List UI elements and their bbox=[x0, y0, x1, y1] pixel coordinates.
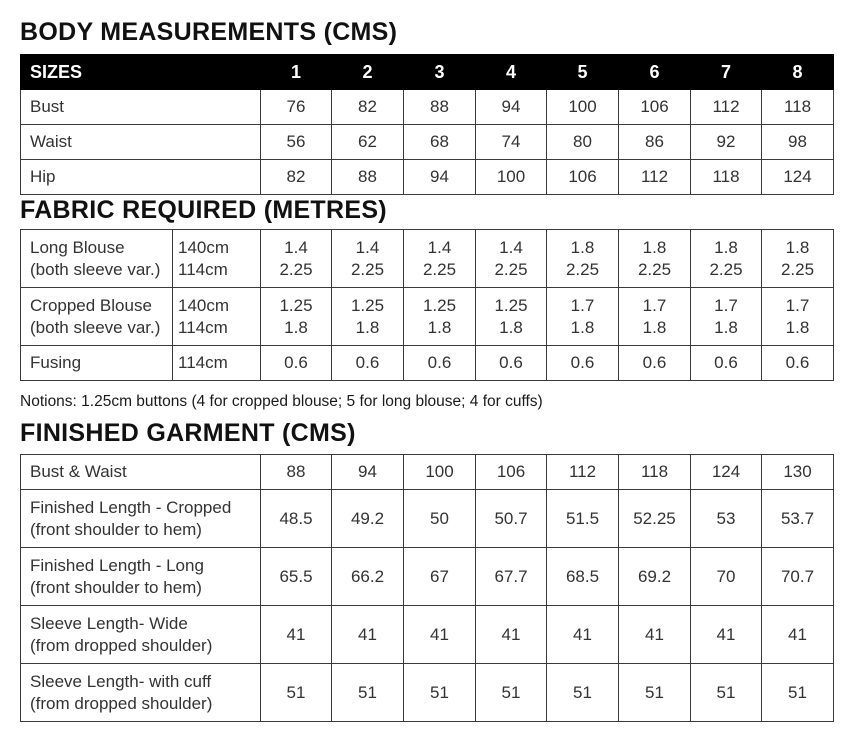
garment-value: 67.7 bbox=[476, 548, 547, 606]
fabric-value bbox=[691, 288, 762, 346]
garment-value: 51.5 bbox=[547, 490, 619, 548]
garment-value: 70 bbox=[691, 548, 762, 606]
garment-value: 41 bbox=[261, 606, 332, 664]
size-header: 4 bbox=[476, 55, 547, 90]
notions-text: Notions: 1.25cm buttons (4 for cropped blouse; 5 for long blouse; 4 for cuffs) bbox=[20, 393, 543, 410]
garment-label bbox=[21, 606, 261, 664]
fabric-width-line: 114cm bbox=[178, 317, 228, 337]
garment-value: 51 bbox=[547, 664, 619, 722]
fabric-value-line: 1.4 bbox=[284, 237, 308, 257]
garment-label bbox=[21, 455, 261, 490]
measurement-value: 124 bbox=[762, 160, 834, 195]
garment-value: 67 bbox=[404, 548, 476, 606]
garment-value: 52.25 bbox=[619, 490, 691, 548]
garment-value: 51 bbox=[619, 664, 691, 722]
measurement-value: 88 bbox=[404, 90, 476, 125]
fabric-width bbox=[173, 288, 261, 346]
fabric-value-line: 1.8 bbox=[785, 237, 810, 257]
fabric-value bbox=[619, 230, 691, 288]
fabric-value-line: 1.4 bbox=[355, 237, 380, 257]
garment-value: 41 bbox=[476, 606, 547, 664]
fabric-value bbox=[476, 230, 547, 288]
measurement-value: 76 bbox=[261, 90, 332, 125]
garment-value: 51 bbox=[332, 664, 404, 722]
fabric-width-line: 114cm bbox=[178, 259, 228, 279]
fabric-value-line: 0.6 bbox=[427, 353, 452, 372]
garment-value: 100 bbox=[404, 455, 476, 490]
garment-value: 51 bbox=[261, 664, 332, 722]
measurement-value: 82 bbox=[332, 90, 404, 125]
measurement-value: 68 bbox=[404, 125, 476, 160]
fabric-value-line: 1.8 bbox=[570, 317, 595, 337]
fabric-label-line: (both sleeve var.) bbox=[30, 317, 161, 337]
fabric-value-line: 1.8 bbox=[714, 317, 738, 337]
fabric-value bbox=[762, 288, 834, 346]
fabric-value-line: 2.25 bbox=[494, 259, 528, 279]
fabric-value bbox=[691, 230, 762, 288]
fabric-value bbox=[332, 346, 404, 381]
sizes-header-row bbox=[21, 55, 834, 90]
body-measurements-table bbox=[20, 54, 834, 195]
garment-label-line: (front shoulder to hem) bbox=[30, 519, 202, 539]
fabric-value bbox=[762, 230, 834, 288]
garment-value: 41 bbox=[619, 606, 691, 664]
garment-value: 51 bbox=[762, 664, 834, 722]
garment-value: 124 bbox=[691, 455, 762, 490]
fabric-value bbox=[261, 230, 332, 288]
fabric-value-line: 1.7 bbox=[785, 295, 810, 315]
size-header: 2 bbox=[332, 55, 404, 90]
fabric-value bbox=[691, 346, 762, 381]
size-header: 6 bbox=[619, 55, 691, 90]
fabric-value-line: 2.25 bbox=[350, 259, 385, 279]
garment-value: 41 bbox=[691, 606, 762, 664]
garment-row bbox=[21, 490, 834, 548]
fabric-value-line: 1.4 bbox=[499, 237, 523, 257]
fabric-value-line: 1.8 bbox=[642, 237, 667, 257]
fabric-value-line: 1.8 bbox=[714, 237, 738, 257]
size-header: 7 bbox=[691, 55, 762, 90]
garment-label-line: (from dropped shoulder) bbox=[30, 693, 213, 713]
fabric-width-line: 140cm bbox=[178, 237, 230, 257]
fabric-row bbox=[21, 288, 834, 346]
measurement-value: 80 bbox=[547, 125, 619, 160]
fabric-value-line: 2.25 bbox=[780, 259, 815, 279]
fabric-value-line: 0.6 bbox=[499, 353, 523, 372]
fabric-value-line: 0.6 bbox=[355, 353, 380, 372]
garment-value: 94 bbox=[332, 455, 404, 490]
measurement-value: 100 bbox=[476, 160, 547, 195]
fabric-value-line: 1.8 bbox=[284, 317, 308, 337]
garment-value: 48.5 bbox=[261, 490, 332, 548]
measurement-row bbox=[21, 90, 834, 125]
measurement-value: 86 bbox=[619, 125, 691, 160]
fabric-width bbox=[173, 230, 261, 288]
garment-value: 50 bbox=[404, 490, 476, 548]
fabric-value bbox=[261, 288, 332, 346]
garment-row bbox=[21, 606, 834, 664]
measurement-value: 100 bbox=[547, 90, 619, 125]
fabric-value-line: 1.8 bbox=[642, 317, 667, 337]
fabric-required-title: FABRIC REQUIRED (METRES) bbox=[20, 196, 387, 224]
measurement-label: Bust bbox=[21, 90, 261, 125]
fabric-value bbox=[332, 288, 404, 346]
fabric-label bbox=[21, 288, 173, 346]
fabric-value bbox=[547, 230, 619, 288]
sizes-label: SIZES bbox=[21, 55, 261, 90]
garment-label-line: Finished Length - Cropped bbox=[30, 497, 232, 517]
fabric-value-line: 1.8 bbox=[570, 237, 595, 257]
fabric-value-line: 1.25 bbox=[350, 295, 385, 315]
measurement-value: 92 bbox=[691, 125, 762, 160]
measurement-value: 94 bbox=[404, 160, 476, 195]
measurement-value: 88 bbox=[332, 160, 404, 195]
garment-value: 106 bbox=[476, 455, 547, 490]
measurement-value: 106 bbox=[547, 160, 619, 195]
garment-label bbox=[21, 490, 261, 548]
garment-value: 41 bbox=[404, 606, 476, 664]
size-header: 5 bbox=[547, 55, 619, 90]
garment-value: 68.5 bbox=[547, 548, 619, 606]
finished-garment-title: FINISHED GARMENT (CMS) bbox=[20, 419, 356, 447]
fabric-required-table bbox=[20, 229, 834, 381]
fabric-value bbox=[547, 346, 619, 381]
garment-value: 69.2 bbox=[619, 548, 691, 606]
size-header: 3 bbox=[404, 55, 476, 90]
fabric-value-line: 1.7 bbox=[570, 295, 595, 315]
fabric-value bbox=[619, 346, 691, 381]
measurement-value: 74 bbox=[476, 125, 547, 160]
garment-value: 41 bbox=[547, 606, 619, 664]
measurement-value: 82 bbox=[261, 160, 332, 195]
measurement-value: 56 bbox=[261, 125, 332, 160]
fabric-width-line: 114cm bbox=[178, 353, 228, 372]
fabric-label-line: Long Blouse bbox=[30, 237, 125, 257]
measurement-value: 106 bbox=[619, 90, 691, 125]
garment-value: 130 bbox=[762, 455, 834, 490]
garment-label-line: (from dropped shoulder) bbox=[30, 635, 213, 655]
fabric-value bbox=[619, 288, 691, 346]
fabric-value bbox=[404, 230, 476, 288]
fabric-value-line: 2.25 bbox=[565, 259, 600, 279]
fabric-value bbox=[404, 288, 476, 346]
measurement-row bbox=[21, 125, 834, 160]
measurement-row bbox=[21, 160, 834, 195]
measurement-value: 118 bbox=[691, 160, 762, 195]
fabric-value bbox=[261, 346, 332, 381]
garment-value: 51 bbox=[476, 664, 547, 722]
fabric-value-line: 1.4 bbox=[427, 237, 452, 257]
fabric-label bbox=[21, 230, 173, 288]
finished-garment-table bbox=[20, 454, 834, 722]
fabric-value-line: 1.25 bbox=[422, 295, 457, 315]
garment-label bbox=[21, 548, 261, 606]
fabric-value-line: 1.7 bbox=[714, 295, 738, 315]
garment-label-line: Finished Length - Long bbox=[30, 555, 204, 575]
garment-value: 50.7 bbox=[476, 490, 547, 548]
garment-value: 112 bbox=[547, 455, 619, 490]
fabric-row bbox=[21, 346, 834, 381]
measurement-value: 94 bbox=[476, 90, 547, 125]
garment-value: 70.7 bbox=[762, 548, 834, 606]
fabric-value bbox=[762, 346, 834, 381]
garment-row bbox=[21, 664, 834, 722]
garment-value: 66.2 bbox=[332, 548, 404, 606]
fabric-value-line: 0.6 bbox=[642, 353, 667, 372]
fabric-label-line: (both sleeve var.) bbox=[30, 259, 161, 279]
fabric-value-line: 0.6 bbox=[714, 353, 738, 372]
fabric-width bbox=[173, 346, 261, 381]
garment-value: 65.5 bbox=[261, 548, 332, 606]
fabric-row bbox=[21, 230, 834, 288]
fabric-value-line: 0.6 bbox=[570, 353, 595, 372]
measurement-value: 118 bbox=[762, 90, 834, 125]
measurement-label: Hip bbox=[21, 160, 261, 195]
garment-label-line: Sleeve Length- Wide bbox=[30, 613, 188, 633]
garment-label-line: (front shoulder to hem) bbox=[30, 577, 202, 597]
fabric-value-line: 2.25 bbox=[279, 259, 313, 279]
garment-value: 51 bbox=[691, 664, 762, 722]
size-header: 8 bbox=[762, 55, 834, 90]
garment-value: 88 bbox=[261, 455, 332, 490]
measurement-label: Waist bbox=[21, 125, 261, 160]
garment-value: 41 bbox=[332, 606, 404, 664]
fabric-value bbox=[476, 288, 547, 346]
measurement-value: 62 bbox=[332, 125, 404, 160]
garment-label bbox=[21, 664, 261, 722]
fabric-value-line: 0.6 bbox=[785, 353, 810, 372]
garment-value: 53.7 bbox=[762, 490, 834, 548]
fabric-value-line: 1.7 bbox=[642, 295, 667, 315]
fabric-value-line: 1.8 bbox=[499, 317, 523, 337]
fabric-value-line: 1.8 bbox=[427, 317, 452, 337]
measurement-value: 98 bbox=[762, 125, 834, 160]
fabric-label-line: Cropped Blouse bbox=[30, 295, 152, 315]
garment-value: 49.2 bbox=[332, 490, 404, 548]
fabric-value bbox=[404, 346, 476, 381]
garment-value: 53 bbox=[691, 490, 762, 548]
garment-label-line: Sleeve Length- with cuff bbox=[30, 671, 212, 691]
garment-value: 51 bbox=[404, 664, 476, 722]
fabric-value-line: 1.25 bbox=[279, 295, 313, 315]
fabric-value-line: 0.6 bbox=[284, 353, 308, 372]
body-measurements-title: BODY MEASUREMENTS (CMS) bbox=[20, 18, 398, 46]
measurement-value: 112 bbox=[691, 90, 762, 125]
fabric-width-line: 140cm bbox=[178, 295, 230, 315]
fabric-value bbox=[332, 230, 404, 288]
fabric-label bbox=[21, 346, 173, 381]
garment-row bbox=[21, 455, 834, 490]
fabric-value bbox=[476, 346, 547, 381]
fabric-value-line: 1.8 bbox=[355, 317, 380, 337]
size-header: 1 bbox=[261, 55, 332, 90]
fabric-value-line: 1.25 bbox=[494, 295, 528, 315]
fabric-value-line: 1.8 bbox=[785, 317, 810, 337]
fabric-value-line: 2.25 bbox=[637, 259, 672, 279]
fabric-value bbox=[547, 288, 619, 346]
garment-value: 41 bbox=[762, 606, 834, 664]
garment-label-line: Bust & Waist bbox=[30, 462, 127, 481]
fabric-label-line: Fusing bbox=[30, 353, 82, 372]
garment-value: 118 bbox=[619, 455, 691, 490]
measurement-value: 112 bbox=[619, 160, 691, 195]
fabric-value-line: 2.25 bbox=[709, 259, 743, 279]
fabric-value-line: 2.25 bbox=[422, 259, 457, 279]
garment-row bbox=[21, 548, 834, 606]
